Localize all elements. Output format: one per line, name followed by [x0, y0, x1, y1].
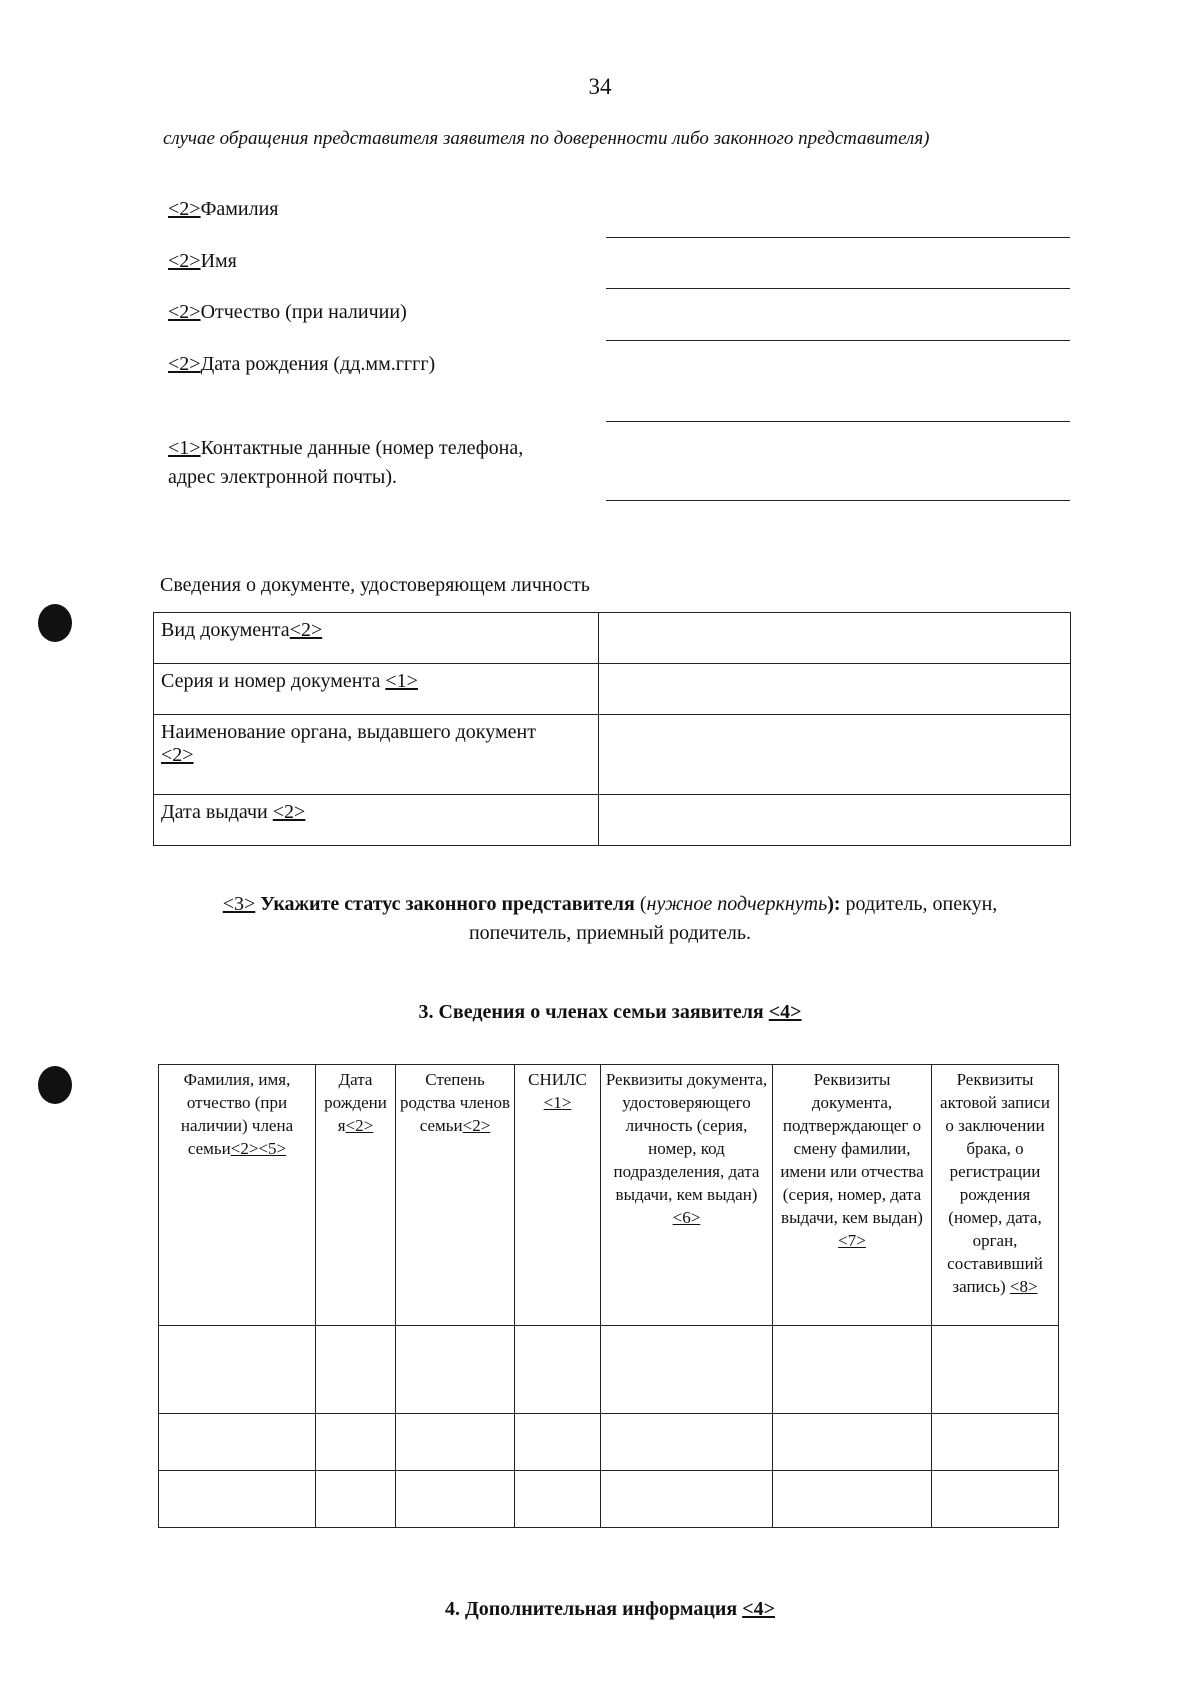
table-cell[interactable] [159, 1326, 316, 1414]
table-cell[interactable] [396, 1326, 515, 1414]
surname-field[interactable] [606, 237, 1070, 238]
doc-type-label: Вид документа<2> [154, 613, 599, 664]
representative-status-note: <3> Укажите статус законного представителя (нужное подчеркнуть): родитель, опекун, попечитель, приемный родитель. [222, 893, 998, 944]
table-cell[interactable] [601, 1471, 773, 1528]
doc-type-field[interactable] [599, 613, 1071, 664]
table-cell[interactable] [515, 1471, 601, 1528]
col-full-name: Фамилия, имя, отчество (при наличии) члена семьи<2><5> [159, 1065, 316, 1326]
col-snils: СНИЛС <1> [515, 1065, 601, 1326]
table-cell[interactable] [773, 1414, 932, 1471]
binder-hole-icon [38, 1066, 72, 1104]
family-table-header [159, 1065, 1059, 1326]
patronymic-label: <2>Отчество (при наличии) [168, 301, 407, 323]
table-cell[interactable] [601, 1326, 773, 1414]
name-field[interactable] [606, 288, 1070, 289]
doc-issue-date-field[interactable] [599, 795, 1071, 846]
doc-issue-date-label: Дата выдачи <2> [154, 795, 599, 846]
doc-issuer-field[interactable] [599, 715, 1071, 795]
patronymic-field[interactable] [606, 340, 1070, 341]
doc-issuer-label: Наименование органа, выдавшего документ <2> [154, 715, 599, 795]
doc-series-field[interactable] [599, 664, 1071, 715]
table-cell[interactable] [316, 1471, 396, 1528]
surname-label: <2>Фамилия [168, 198, 279, 220]
col-relationship: Степень родства членов семьи<2> [396, 1065, 515, 1326]
table-row [154, 613, 1071, 664]
table-row [159, 1326, 1059, 1414]
birthdate-field[interactable] [606, 421, 1070, 422]
binder-hole-icon [38, 604, 72, 642]
table-cell[interactable] [773, 1326, 932, 1414]
table-cell[interactable] [932, 1326, 1059, 1414]
table-cell[interactable] [159, 1414, 316, 1471]
table-row [154, 795, 1071, 846]
birthdate-label: <2>Дата рождения (дд.мм.гггг) [168, 353, 436, 375]
table-cell[interactable] [773, 1471, 932, 1528]
col-name-change-document: Реквизиты документа, подтверждающег о смену фамилии, имени или отчества (серия, номер, дата выдачи, кем выдан) <7> [773, 1065, 932, 1326]
table-cell[interactable] [515, 1326, 601, 1414]
continuation-text: случае обращения представителя заявителя по доверенности либо законного представителя) [163, 128, 930, 149]
family-members-table [158, 1064, 1059, 1528]
table-row [154, 664, 1071, 715]
table-cell[interactable] [932, 1414, 1059, 1471]
table-row [159, 1414, 1059, 1471]
name-label: <2>Имя [168, 250, 237, 272]
table-cell[interactable] [316, 1326, 396, 1414]
col-civil-record: Реквизиты актовой записи о заключении брака, о регистрации рождения (номер, дата, орган, составивший запись) <8> [932, 1065, 1059, 1326]
section-3-title: 3. Сведения о членах семьи заявителя <4> [418, 1001, 802, 1023]
contact-field[interactable] [606, 500, 1070, 501]
col-id-document: Реквизиты документа, удостоверяющего личность (серия, номер, код подразделения, дата выдачи, кем выдан) <6> [601, 1065, 773, 1326]
col-birth-date: Дата рождени я<2> [316, 1065, 396, 1326]
table-cell[interactable] [601, 1414, 773, 1471]
page-number: 34 [588, 74, 612, 99]
table-cell[interactable] [932, 1471, 1059, 1528]
table-row [159, 1471, 1059, 1528]
table-cell[interactable] [396, 1414, 515, 1471]
doc-series-label: Серия и номер документа <1> [154, 664, 599, 715]
section-4-title: 4. Дополнительная информация <4> [445, 1598, 775, 1620]
id-document-table [153, 612, 1071, 846]
table-cell[interactable] [515, 1414, 601, 1471]
table-cell[interactable] [396, 1471, 515, 1528]
table-cell[interactable] [316, 1414, 396, 1471]
table-row [154, 715, 1071, 795]
id-document-title: Сведения о документе, удостоверяющем личность [160, 574, 590, 596]
table-cell[interactable] [159, 1471, 316, 1528]
contact-label: <1>Контактные данные (номер телефона, адрес электронной почты). [168, 437, 524, 488]
